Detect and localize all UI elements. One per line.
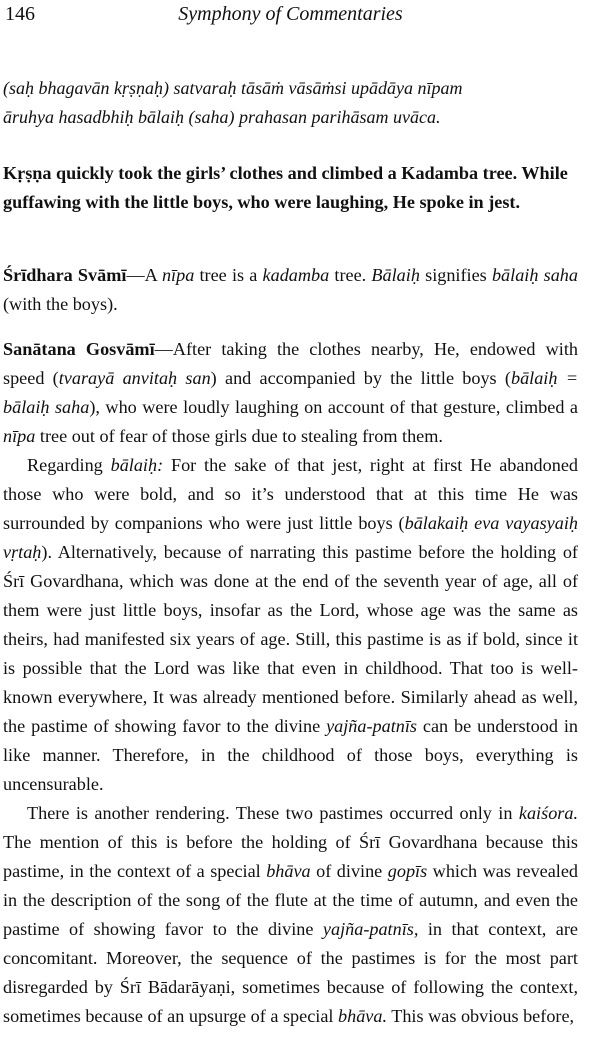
sanskrit-term: yajña-patnīs, (322, 919, 419, 939)
sanskrit-term: yajña-patnīs (326, 716, 417, 736)
commentary-text: For the sake of that jest, right at first He abandoned those who were bold, and so it’s understood that at this time He was surrounded by companions who were just little boys ( (3, 455, 578, 533)
sanskrit-term: kadamba (262, 265, 330, 285)
commentary-paragraph-3 (3, 799, 578, 1031)
sanskrit-term: nīpa (161, 265, 195, 285)
commentator-name: Sanātana Gosvāmī (3, 339, 155, 359)
sanskrit-term: bhāva. (338, 1006, 388, 1026)
sanskrit-term: Bālaiḥ (371, 265, 420, 285)
sanskrit-term: gopīs (387, 861, 428, 881)
commentary-text: which was revealed in the description of the song of the flute at the time of autumn, and even the pastime of showing favor to the divine (3, 861, 578, 939)
commentary-paragraph-2 (3, 451, 578, 799)
commentary-text: Regarding (27, 455, 111, 475)
sanskrit-term: bālaiḥ saha (491, 265, 578, 285)
commentator-name: Śrīdhara Svāmī (3, 265, 127, 285)
sanskrit-term: kaiśora. (518, 803, 578, 823)
commentary-text: —A (126, 265, 162, 285)
page-number: 146 (5, 3, 35, 25)
commentary-text: This was obvious before, (387, 1006, 575, 1026)
sanskrit-term: bālaiḥ = bālaiḥ saha (3, 368, 578, 417)
commentary-text: —After taking the clothes nearby, He, endowed with speed ( (3, 339, 578, 388)
commentary-text: ) and accompanied by the little boys ( (210, 368, 511, 388)
commentary-text: of divine (310, 861, 388, 881)
commentary-text: tree is a (194, 265, 263, 285)
sanskrit-term: tvarayā anvitaḥ san (58, 368, 211, 388)
running-title: Symphony of Commentaries (178, 3, 403, 25)
page-body (3, 74, 578, 1031)
commentary-text: (with the boys). (3, 294, 118, 314)
commentary-text: ), who were loudly laughing on account of that gesture, climbed a (89, 397, 579, 417)
commentary-text: The mention of this is before the holding of Śrī Govardhana because this pastime, in the context of a special (3, 832, 578, 881)
verse-word-for-word (3, 74, 578, 132)
commentary-text: signifies (419, 265, 492, 285)
commentary-sanatana (3, 335, 578, 451)
sanskrit-term: bālakaiḥ eva vayasyaiḥ vṛtaḥ (3, 513, 578, 562)
commentary-text: There is another rendering. These two pastimes occurred only in (27, 803, 519, 823)
verse-line-1: (saḥ bhagavān kṛṣṇaḥ) satvaraḥ tāsāṁ vāsāṁsi upādāya nīpam (3, 78, 463, 98)
verse-translation: Kṛṣṇa quickly took the girls’ clothes and climbed a Kadamba tree. While guffawing with the little boys, who were laughing, He spoke in jest. (3, 163, 568, 212)
sanskrit-term: bhāva (266, 861, 311, 881)
commentary-text: tree out of fear of those girls due to stealing from them. (35, 426, 443, 446)
commentary-sridhara (3, 261, 578, 319)
commentary-text: ). Alternatively, because of narrating this pastime before the holding of Śrī Govardhana, which was done at the end of the seventh year of age, all of them were just little boys, insofar as the Lord, whose age was the same as theirs, had manifested six years of age. Still, this pastime is as if bold, since it is possible that the Lord was like that even in childhood. That too is well-known everywhere, It was already mentioned before. Similarly ahead as well, the pastime of showing favor to the divine (3, 542, 578, 736)
sanskrit-term: bālaiḥ: (110, 455, 164, 475)
commentary-text: in that context, are concomitant. Moreover, the sequence of the pastimes is for the most part disregarded by Śrī Bādarāyaṇi, sometimes because of following the context, sometimes because of an upsurge of a special (3, 919, 578, 1026)
sanskrit-term: nīpa (3, 426, 36, 446)
commentary-text: can be understood in like manner. Therefore, in the childhood of those boys, everything is uncensurable. (3, 716, 579, 794)
commentary-text: tree. (329, 265, 372, 285)
running-header (3, 2, 578, 30)
verse-line-2: āruhya hasadbhiḥ bālaiḥ (saha) prahasan parihāsam uvāca. (3, 107, 441, 127)
